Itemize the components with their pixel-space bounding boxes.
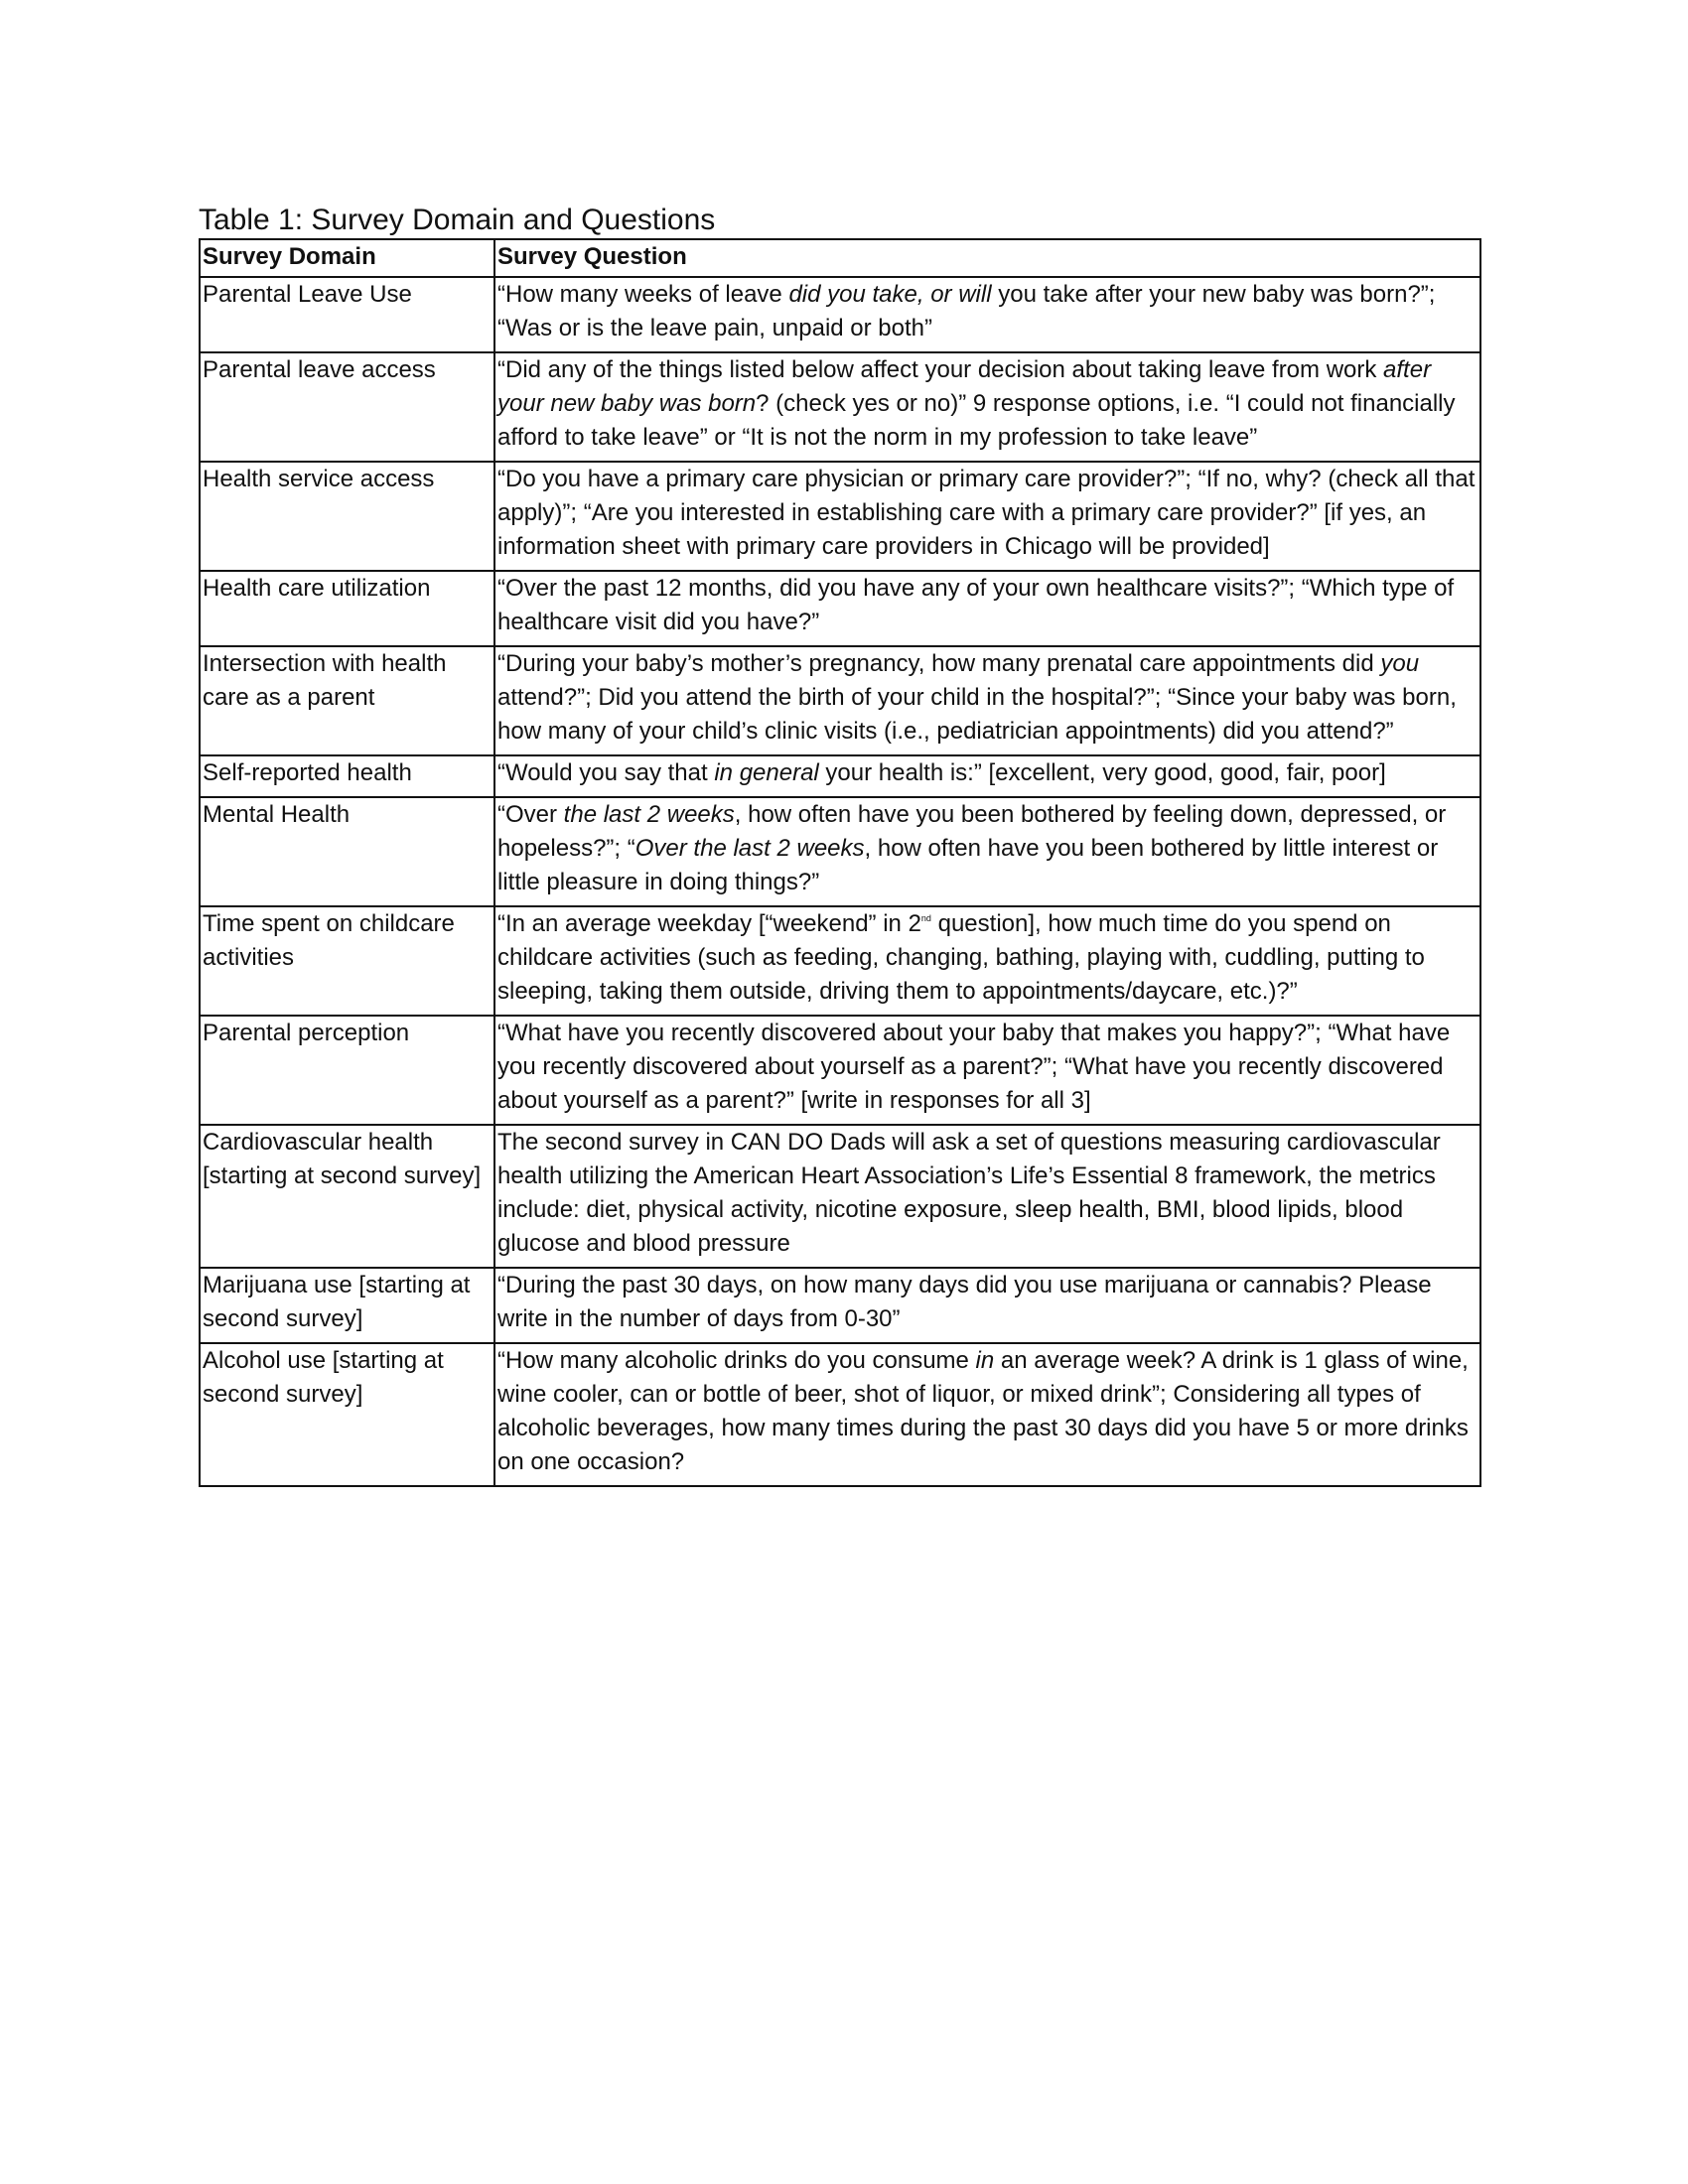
table-row <box>200 462 1480 571</box>
domain-cell: Cardiovascular health [starting at second survey] <box>200 1125 494 1268</box>
table-row <box>200 1016 1480 1125</box>
question-cell: “During the past 30 days, on how many days did you use marijuana or cannabis? Please write in the number of days from 0-30” <box>494 1268 1480 1343</box>
table-row <box>200 755 1480 797</box>
question-cell: “Over the last 2 weeks, how often have you been bothered by feeling down, depressed, or hopeless?”; “Over the last 2 weeks, how often have you been bothered by little interest or little pleasure in doing things?” <box>494 797 1480 906</box>
domain-cell: Intersection with health care as a parent <box>200 646 494 755</box>
table-row <box>200 277 1480 352</box>
question-cell: “How many alcoholic drinks do you consume in an average week? A drink is 1 glass of wine, wine cooler, can or bottle of beer, shot of liquor, or mixed drink”; Considering all types of alcoholic beverages, how many times during the past 30 days did you have 5 or more drinks on one occasion? <box>494 1343 1480 1486</box>
question-cell: “What have you recently discovered about your baby that makes you happy?”; “What have you recently discovered about yourself as a parent?”; “What have you recently discovered about yourself as a parent?” [write in responses for all 3] <box>494 1016 1480 1125</box>
domain-cell: Health service access <box>200 462 494 571</box>
domain-cell: Health care utilization <box>200 571 494 646</box>
header-survey-domain: Survey Domain <box>200 239 494 277</box>
table-row <box>200 646 1480 755</box>
domain-cell: Parental leave access <box>200 352 494 462</box>
table-row <box>200 1125 1480 1268</box>
question-cell: “Over the past 12 months, did you have any of your own healthcare visits?”; “Which type of healthcare visit did you have?” <box>494 571 1480 646</box>
table-row <box>200 352 1480 462</box>
question-cell: “Did any of the things listed below affect your decision about taking leave from work after your new baby was born? (check yes or no)” 9 response options, i.e. “I could not financially afford to take leave” or “It is not the norm in my profession to take leave” <box>494 352 1480 462</box>
table-caption: Table 1: Survey Domain and Questions <box>199 204 716 236</box>
question-cell: “How many weeks of leave did you take, or will you take after your new baby was born?”; “Was or is the leave pain, unpaid or both” <box>494 277 1480 352</box>
question-cell: “Do you have a primary care physician or primary care provider?”; “If no, why? (check all that apply)”; “Are you interested in establishing care with a primary care provider?” [if yes, an information sheet with primary care providers in Chicago will be provided] <box>494 462 1480 571</box>
table-row <box>200 906 1480 1016</box>
domain-cell: Mental Health <box>200 797 494 906</box>
table-row <box>200 797 1480 906</box>
question-cell: “During your baby’s mother’s pregnancy, how many prenatal care appointments did you attend?”; Did you attend the birth of your child in the hospital?”; “Since your baby was born, how many of your child’s clinic visits (i.e., pediatrician appointments) did you attend?” <box>494 646 1480 755</box>
question-cell: “Would you say that in general your health is:” [excellent, very good, good, fair, poor] <box>494 755 1480 797</box>
domain-cell: Parental perception <box>200 1016 494 1125</box>
domain-cell: Time spent on childcare activities <box>200 906 494 1016</box>
header-survey-question: Survey Question <box>494 239 1480 277</box>
table-row <box>200 1268 1480 1343</box>
question-cell: The second survey in CAN DO Dads will ask a set of questions measuring cardiovascular health utilizing the American Heart Association’s Life’s Essential 8 framework, the metrics include: diet, physical activity, nicotine exposure, sleep health, BMI, blood lipids, blood glucose and blood pressure <box>494 1125 1480 1268</box>
survey-table <box>199 238 1481 1487</box>
domain-cell: Marijuana use [starting at second survey] <box>200 1268 494 1343</box>
domain-cell: Parental Leave Use <box>200 277 494 352</box>
domain-cell: Self-reported health <box>200 755 494 797</box>
domain-cell: Alcohol use [starting at second survey] <box>200 1343 494 1486</box>
table-header-row <box>200 239 1480 277</box>
question-cell: “In an average weekday [“weekend” in 2nd question], how much time do you spend on childcare activities (such as feeding, changing, bathing, playing with, cuddling, putting to sleeping, taking them outside, driving them to appointments/daycare, etc.)?” <box>494 906 1480 1016</box>
table-row <box>200 571 1480 646</box>
table-row <box>200 1343 1480 1486</box>
